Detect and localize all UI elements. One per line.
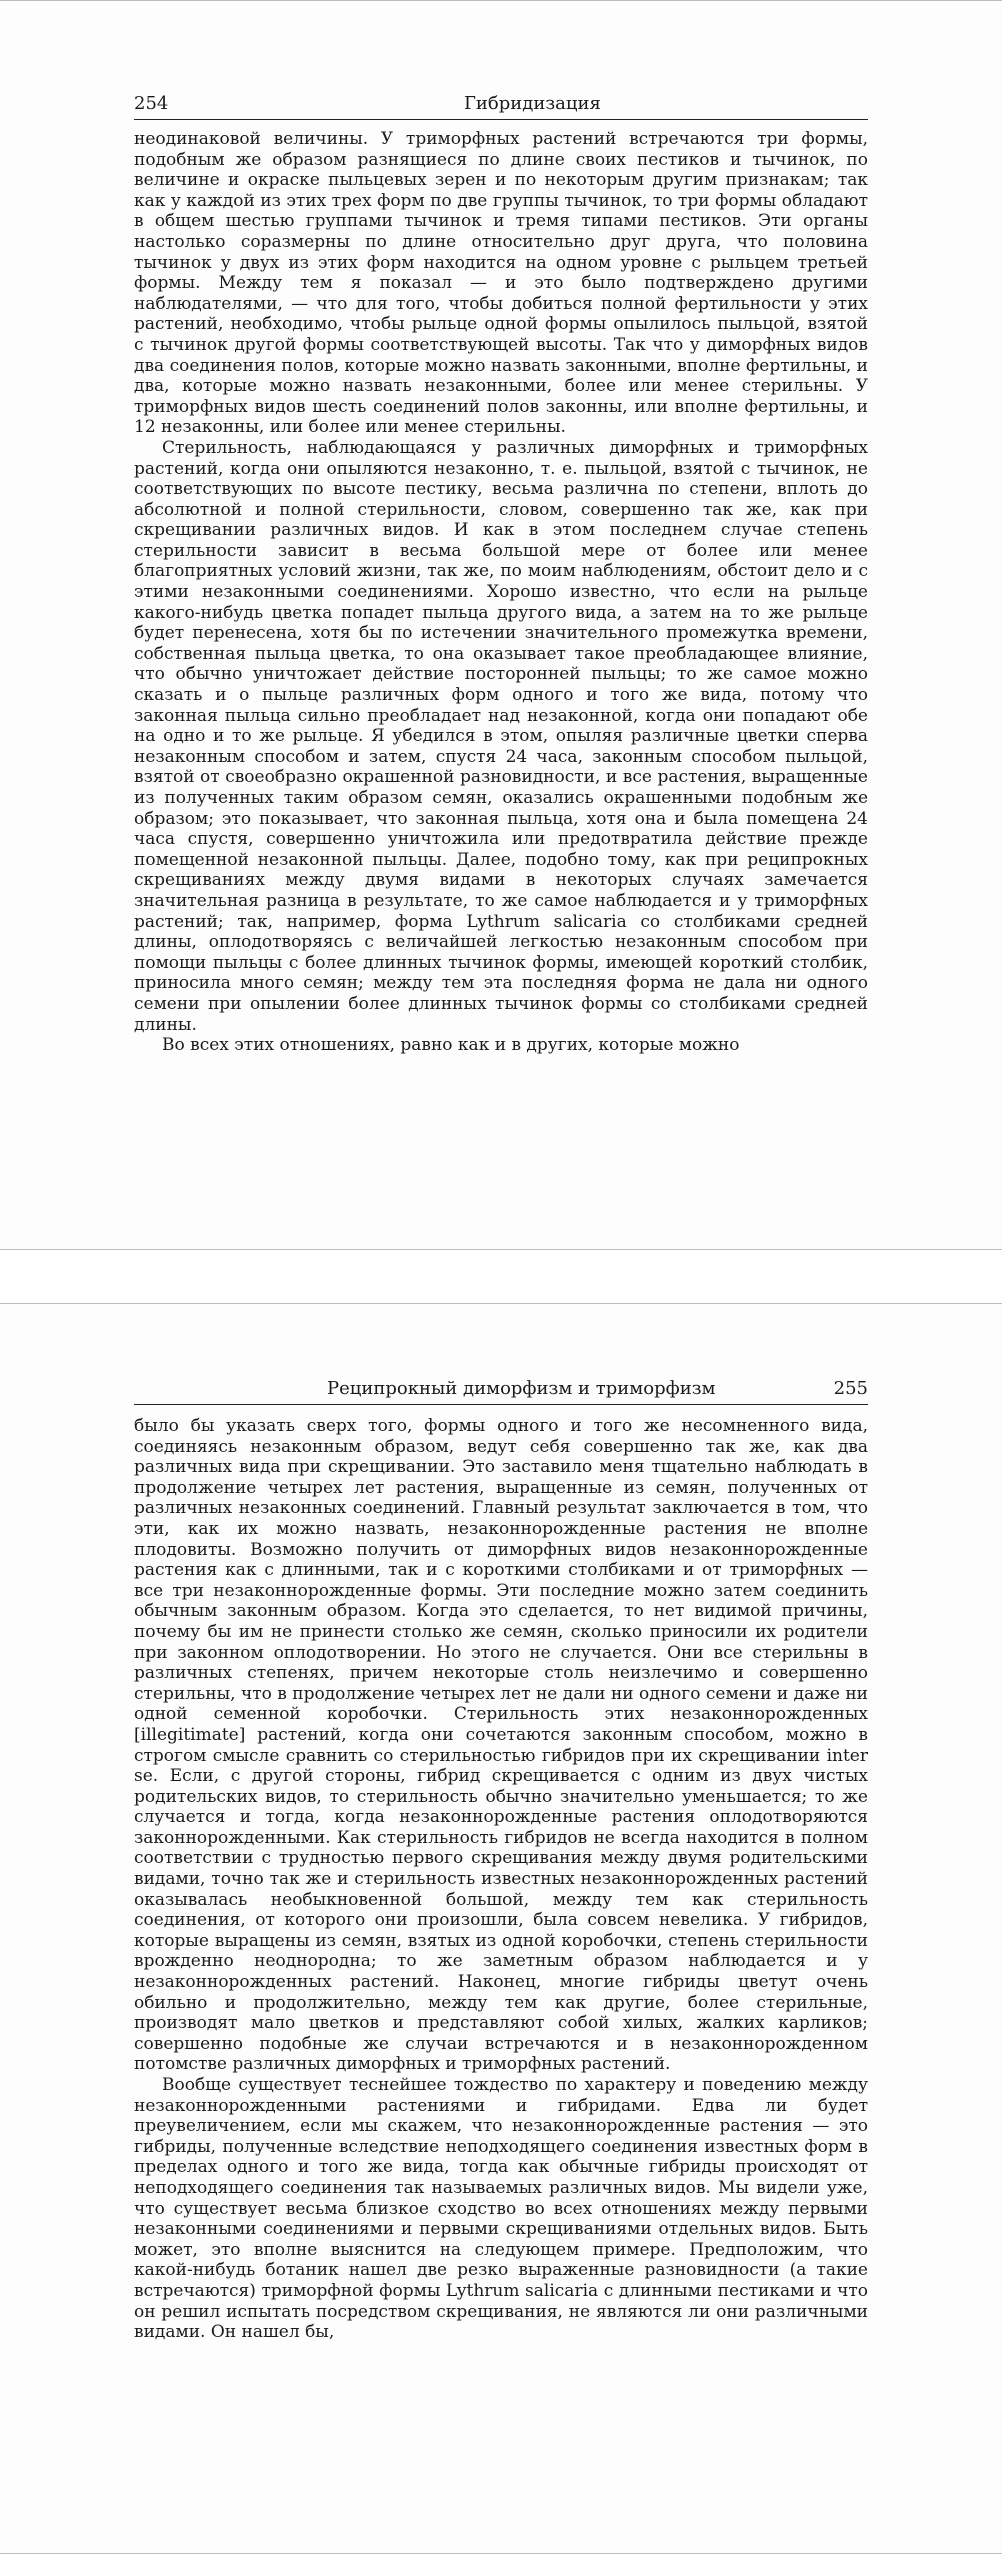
paragraph: Стерильность, наблюдающаяся у различных диморфных и триморфных растений, когда они опыляются незаконно, т. е. пыльцой, взятой с тычинок, не соответствующих по высоте пестику, весьма различна по степени, вплоть до абсолютной и полной стерильности, словом, совершенно так же, как при скрещивании различных видов. И как в этом последнем случае степень стерильности зависит в весьма большой мере от более или менее благоприятных условий жизни, так же, по моим наблюдениям, обстоит дело и с этими незаконными соединениями. Хорошо известно, что если на рыльце какого-нибудь цветка попадет пыльца другого вида, а затем на то же рыльце будет перенесена, хотя бы по истечении значительного промежутка времени, собственная пыльца цветка, то она оказывает такое преобладающее влияние, что обычно уничтожает действие посторонней пыльцы; то же самое можно сказать и о пыльце различных форм одного и того же вида, потому что законная пыльца сильно преобладает над незаконной, когда они попадают обе на одно и то же рыльце. Я убедился в этом, опыляя различные цветки сперва незаконным способом и затем, спустя 24 часа, законным способом пыльцой, взятой от своеобразно окрашенной разновидности, и все растения, выращенные из полученных таким образом семян, оказались окрашенными подобным же образом; это показывает, что законная пыльца, хотя она и была помещена 24 часа спустя, совершенно уничтожила или предотвратила действие прежде помещенной незаконной пыльцы. Далее, подобно тому, как при реципрокных скрещиваниях между двумя видами в некоторых случаях замечается значительная разница в результате, то же самое наблюдается и у триморфных растений; так, например, форма Lythrum salicaria со столбиками средней длины, оплодотворяясь с величайшей легкостью незаконным способом при помощи пыльцы с более длинных тычинок формы, имеющей короткий столбик, приносила много семян; между тем эта последняя форма не дала ни одного семени при опылении более длинных тычинок формы со столбиками средней длины. bbox=[134, 437, 868, 1035]
paragraph: неодинаковой величины. У триморфных растений встречаются три формы, подобным же образом разнящиеся по длине своих пестиков и тычинок, по величине и окраске пыльцевых зерен и по некоторым другим признакам; так как у каждой из этих трех форм по две группы тычинок, то три формы обладают в общем шестью группами тычинок и тремя типами пестиков. Эти органы настолько соразмерны по длине относительно друг друга, что половина тычинок у двух из этих форм находится на одном уровне с рыльцем третьей формы. Между тем я показал — и это было подтверждено другими наблюдателями, — что для того, чтобы добиться полной фертильности у этих растений, необходимо, чтобы рыльце одной формы опылилось пыльцой, взятой с тычинок другой формы соответствующей высоты. Так что у диморфных видов два соединения полов, которые можно назвать законными, вполне фертильны, и два, которые можно назвать незаконными, более или менее стерильны. У триморфных видов шесть соединений полов законны, или вполне фертильны, и 12 незаконны, или более или менее стерильны. bbox=[134, 129, 868, 438]
page-number: 254 bbox=[134, 93, 169, 114]
page-body bbox=[134, 1416, 868, 2343]
running-header bbox=[134, 93, 868, 120]
page-number: 255 bbox=[833, 1378, 868, 1399]
page-body bbox=[134, 129, 868, 1056]
page-255 bbox=[0, 1303, 1002, 2554]
paragraph: Вообще существует теснейшее тождество по характеру и поведению между незаконнорожденными растениями и гибридами. Едва ли будет преувеличением, если мы скажем, что незаконнорожденные растения — это гибриды, полученные вследствие неподходящего соединения известных форм в пределах одного и того же вида, тогда как обычные гибриды происходят от неподходящего соединения так называемых различных видов. Мы видели уже, что существует весьма близкое сходство во всех отношениях между первыми незаконными соединениями и первыми скрещиваниями отдельных видов. Быть может, это вполне выяснится на следующем примере. Предположим, что какой-нибудь ботаник нашел две резко выраженные разновидности (а такие встречаются) триморфной формы Lythrum salicaria с длинными пестиками и что он решил испытать посредством скрещивания, не являются ли они различными видами. Он нашел бы, bbox=[134, 2075, 868, 2343]
running-title: Гибридизация bbox=[464, 93, 601, 114]
paragraph: Во всех этих отношениях, равно как и в других, которые можно bbox=[162, 1035, 740, 1056]
page-254 bbox=[0, 0, 1002, 1250]
page-gap bbox=[0, 1250, 1002, 1303]
paragraph: было бы указать сверх того, формы одного и того же несомненного вида, соединяясь незаконным образом, ведут себя совершенно так же, как два различных вида при скрещивании. Это заставило меня тщательно наблюдать в продолжение четырех лет растения, выращенные из семян, полученных от различных незаконных соединений. Главный результат заключается в том, что эти, как их можно назвать, незаконнорожденные растения не вполне плодовиты. Возможно получить от диморфных видов незаконнорожденные растения как с длинными, так и с короткими столбиками и от триморфных — все три незаконнорожденные формы. Эти последние можно затем соединить обычным законным образом. Когда это сделается, то нет видимой причины, почему бы им не принести столько же семян, сколько приносили их родители при законном оплодотворении. Но этого не случается. Они все стерильны в различных степенях, причем некоторые столь неизлечимо и совершенно стерильны, что в продолжение четырех лет не дали ни одного семени и даже ни одной семенной коробочки. Стерильность этих незаконнорожденных [illegitimate] растений, когда они сочетаются законным способом, можно в строгом смысле сравнить со стерильностью гибридов при их скрещивании inter se. Если, с другой стороны, гибрид скрещивается с одним из двух чистых родительских видов, то стерильность обычно значительно уменьшается; то же случается и тогда, когда незаконнорожденные растения оплодотворяются законнорожденными. Как стерильность гибридов не всегда находится в полном соответствии с трудностью первого скрещивания между двумя родительскими видами, точно так же и стерильность известных незаконнорожденных растений оказывалась необыкновенной большой, между тем как стерильность соединения, от которого они произошли, была совсем невелика. У гибридов, которые выращены из семян, взятых из одной коробочки, степень стерильности врожденно неоднородна; то же заметным образом наблюдается и у незаконнорожденных растений. Наконец, многие гибриды цветут очень обильно и продолжительно, между тем как другие, более стерильные, производят мало цветков и представляют собой хилых, жалких карликов; совершенно подобные же случаи встречаются и в незаконнорожденном потомстве различных диморфных и триморфных растений. bbox=[134, 1416, 868, 2075]
running-title: Реципрокный диморфизм и триморфизм bbox=[327, 1378, 716, 1399]
running-header bbox=[134, 1378, 868, 1405]
